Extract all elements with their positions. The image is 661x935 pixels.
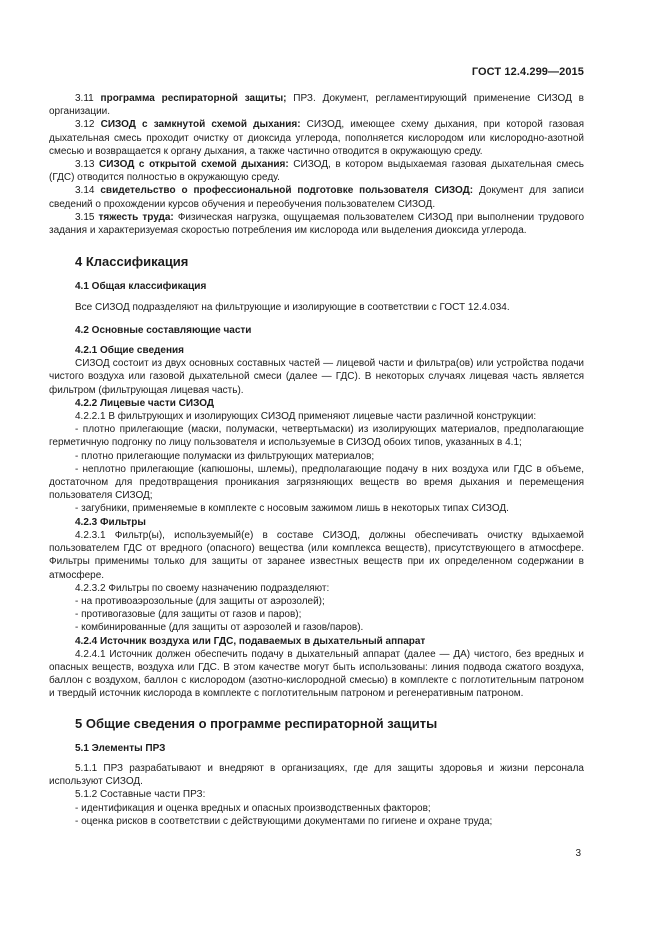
list-item: - загубники, применяемые в комплекте с носовым зажимом лишь в некоторых типах СИЗОД. <box>75 503 509 515</box>
list-item: - комбинированные (для защиты от аэрозолей и газов/паров). <box>75 622 364 634</box>
section-4-2-2-1-text: 4.2.2.1 В фильтрующих и изолирующих СИЗОД применяют лицевые части различной конструкции: <box>75 411 537 423</box>
definition-3-13: 3.13 СИЗОД с открытой схемой дыхания: СИЗОД, в котором выдыхаемая газовая дыхательная смесь (ГДС) отводится полностью в окружающую среду. <box>49 159 584 184</box>
section-4-2-4-heading: 4.2.4 Источник воздуха или ГДС, подаваемых в дыхательный аппарат <box>75 635 426 647</box>
list-item: - оценка рисков в соответствии с действующими документами по гигиене и охране труда; <box>75 815 493 827</box>
section-5-1-2-text: 5.1.2 Составные части ПРЗ: <box>75 789 206 801</box>
section-5-heading: 5 Общие сведения о программе респираторной защиты <box>75 715 438 731</box>
section-4-2-3-heading: 4.2.3 Фильтры <box>75 516 146 528</box>
page-content <box>49 92 584 828</box>
section-4-1-text: Все СИЗОД подразделяют на фильтрующие и изолирующие в соответствии с ГОСТ 12.4.034. <box>75 301 510 313</box>
list-item: - идентификация и оценка вредных и опасных производственных факторов; <box>75 802 431 814</box>
list-item: - плотно прилегающие полумаски из фильтрующих материалов; <box>75 450 375 462</box>
section-4-1-heading: 4.1 Общая классификация <box>75 281 207 293</box>
section-4-2-1-text: СИЗОД состоит из двух основных составных частей — лицевой части и фильтра(ов) или устройства подачи чистого воздуха или газовой дыхательной смеси (далее — ГДС). В некоторых случаях лицевая часть является фильтром (фильтрующая лицевая часть). <box>49 358 584 396</box>
section-4-2-3-1-text: 4.2.3.1 Фильтр(ы), используемый(е) в составе СИЗОД, должны обеспечивать очистку вдыхаемой пользователем ГДС от вредного (опасного) вещества (или комплекса веществ), присутствующего в атмосфере. Фильтры применимы только для защиты от заранее известных веществ при их определенном содержании в атмосфере. <box>49 529 584 581</box>
section-4-2-2-heading: 4.2.2 Лицевые части СИЗОД <box>75 397 214 409</box>
definition-3-11: 3.11 программа респираторной защиты; ПРЗ. Документ, регламентирующий применение СИЗОД в организации. <box>49 93 584 118</box>
section-5-1-heading: 5.1 Элементы ПРЗ <box>75 742 166 754</box>
section-4-heading: 4 Классификация <box>75 254 189 270</box>
section-4-2-heading: 4.2 Основные составляющие части <box>75 324 252 336</box>
definition-3-15: 3.15 тяжесть труда: Физическая нагрузка, ощущаемая пользователем СИЗОД при выполнении трудового задания и характеризуемая скоростью потребления им кислорода или выделения диоксида углерода. <box>49 211 585 237</box>
page-number: 3 <box>575 848 581 859</box>
list-item: - на противоаэрозольные (для защиты от аэрозолей); <box>75 595 325 607</box>
definition-3-14: 3.14 свидетельство о профессиональной подготовке пользователя СИЗОД: Документ для записи сведений о прохождении курсов обучения и переобучения пользователем СИЗОД. <box>49 185 585 210</box>
section-4-2-1-heading: 4.2.1 Общие сведения <box>75 345 184 357</box>
list-item: - неплотно прилегающие (капюшоны, шлемы), предполагающие подачу в них воздуха или ГДС в объеме, достаточном для предотвращения проникания загрязняющих веществ во время дыхания и перемещения пользователя СИЗОД; <box>49 463 584 502</box>
section-4-2-4-1-text: 4.2.4.1 Источник должен обеспечить подачу в дыхательный аппарат (далее — ДА) чистого, без вредных и опасных веществ, воздуха или ГДС. В этом качестве могут быть использованы: линия подвода сжатого воздуха, баллон с воздухом, баллон с кислородом (азотно-кислородной смесью) в комплекте с поглотительным патроном и твердый источник кислорода в комплекте с поглотительным патроном и регенеративным патроном. <box>49 648 584 700</box>
section-4-2-3-2-text: 4.2.3.2 Фильтры по своему назначению подразделяют: <box>75 582 330 594</box>
section-5-1-1-text: 5.1.1 ПРЗ разрабатывают и внедряют в организациях, где для защиты здоровья и жизни персонала используют СИЗОД. <box>49 762 584 788</box>
document-id: ГОСТ 12.4.299—2015 <box>471 66 584 78</box>
list-item: - противогазовые (для защиты от газов и паров); <box>75 609 302 621</box>
list-item: - плотно прилегающие (маски, полумаски, четвертьмаски) из изолирующих материалов, предполагающие герметичную подгонку по лицу пользователя и используемые в СИЗОД обоих типов, указанных в 4.1; <box>49 424 584 449</box>
definition-3-12: 3.12 СИЗОД с замкнутой схемой дыхания: СИЗОД, имеющее схему дыхания, при которой газовая дыхательная смесь проходит очистку от диоксида углерода, пополняется кислородом или кислородно-азотной смесью и возвращается к органу дыхания, а также частично отводится в окружающую среду. <box>49 119 585 157</box>
